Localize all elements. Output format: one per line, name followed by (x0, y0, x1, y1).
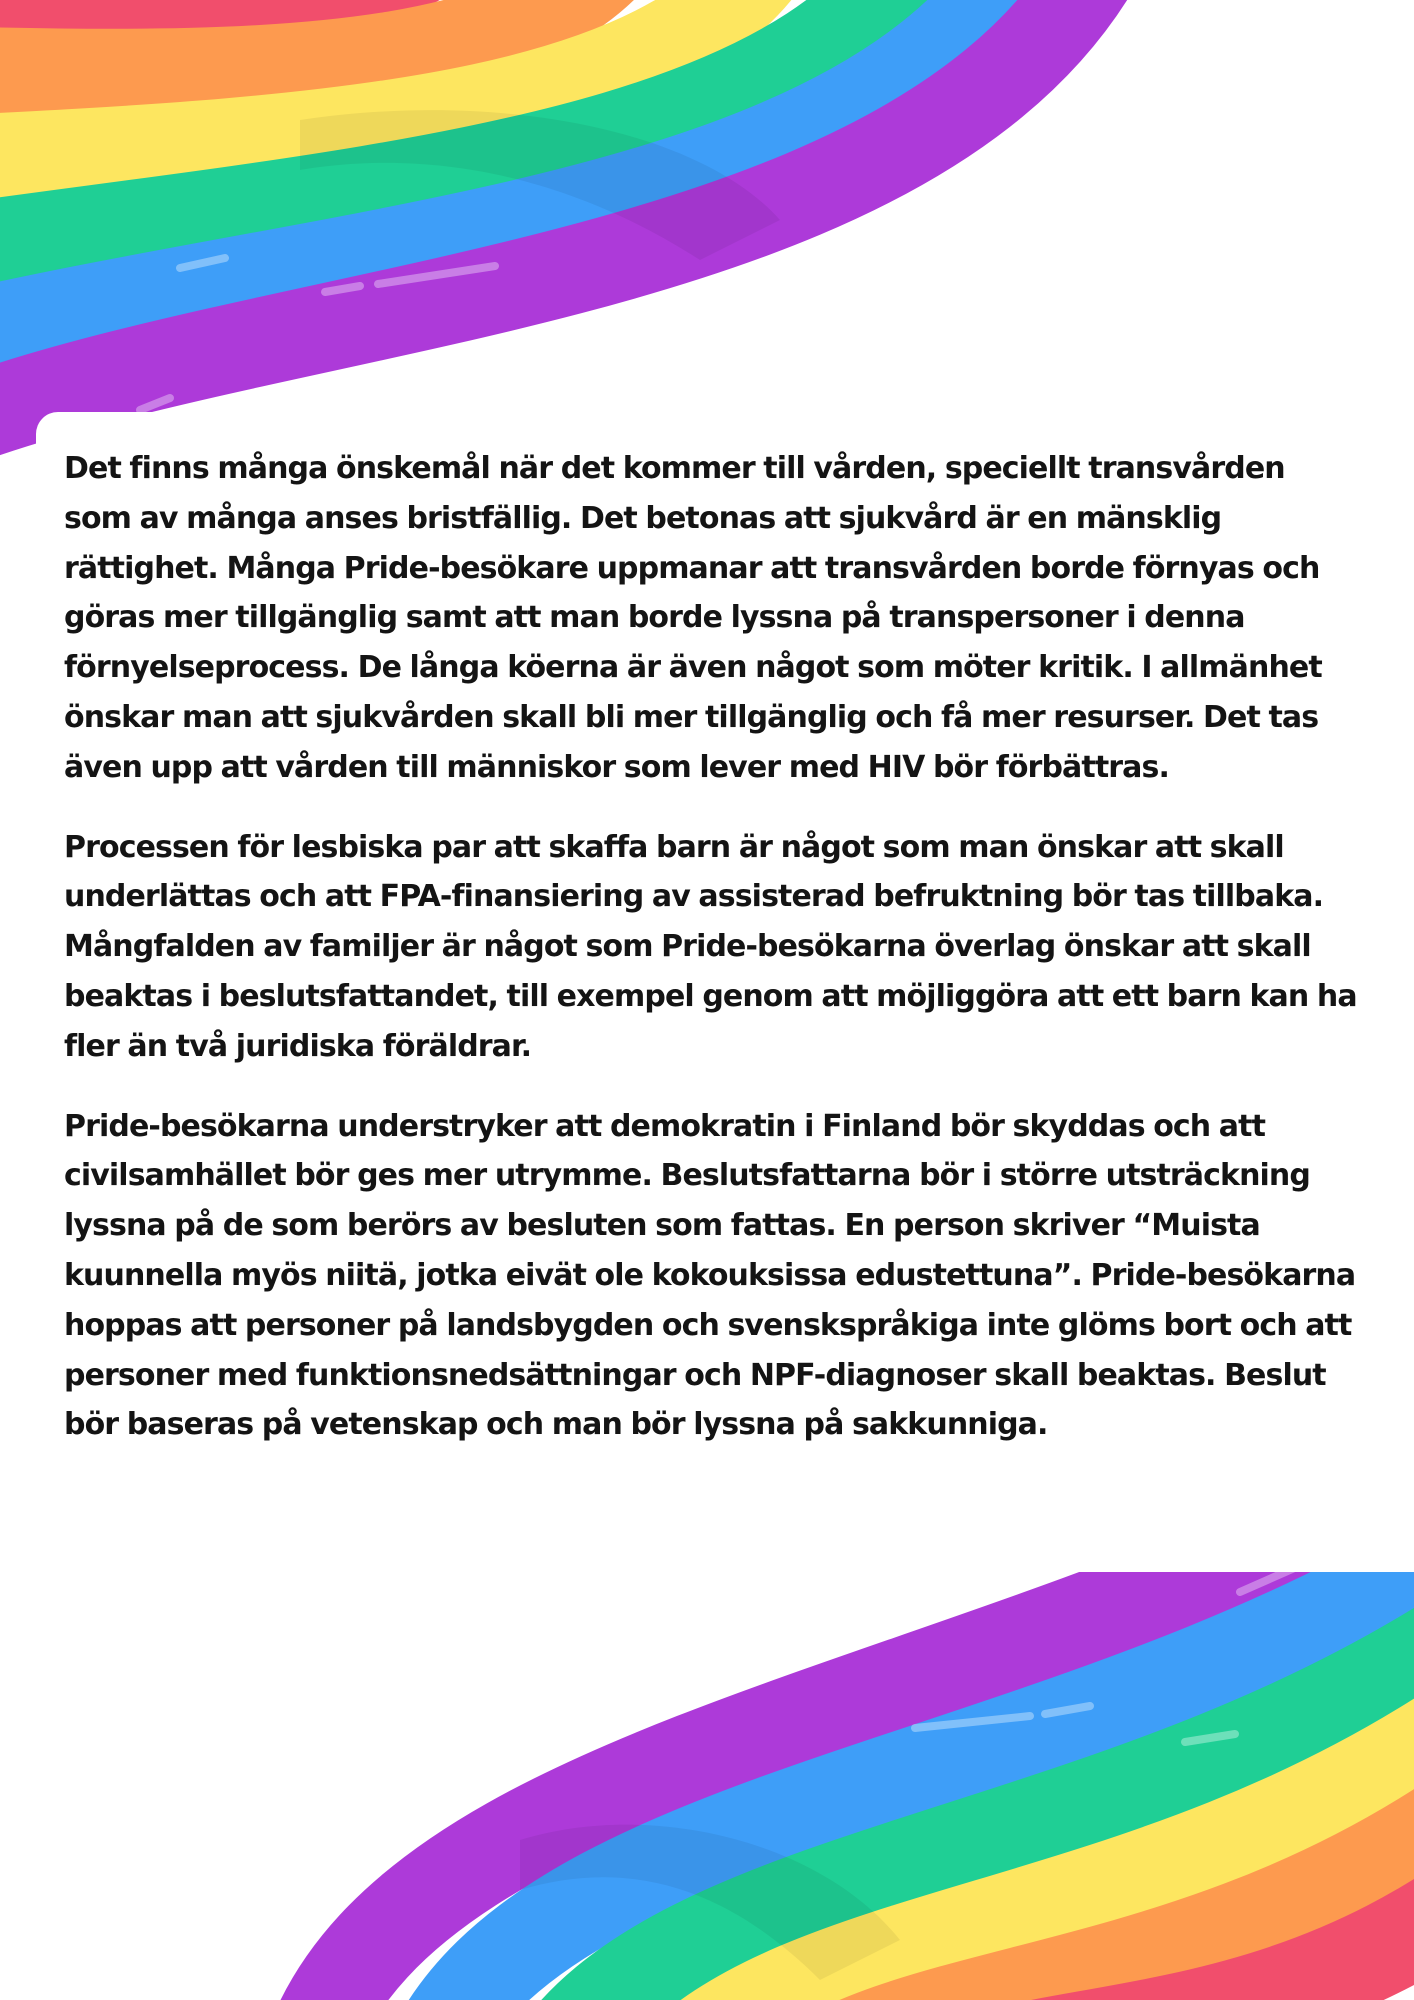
body-text (64, 444, 1360, 1480)
rainbow-stripes-top (0, 0, 1120, 430)
paragraph-democracy: Pride-besökarna understryker att demokratin i Finland bör skyddas och att civilsamhället bör ges mer utrymme. Beslutsfattarna bör i större utsträckning lyssna på de som berörs av besluten som fattas. En person skriver “Muista kuunnella myös niitä, jotka eivät ole kokouksissa edustettuna”. Pride-besökarna hoppas att personer på landsbygden och svenskspråkiga inte glöms bort och att personer med funktionsnedsättningar och NPF-diagnoser skall beaktas. Beslut bör baseras på vetenskap och man bör lyssna på sakkunniga. (64, 1108, 1356, 1443)
paragraph-healthcare: Det finns många önskemål när det kommer till vården, speciellt transvården som av många anses bristfällig. Det betonas att sjukvård är en mänsklig rättighet. Många Pride-besökare uppmanar att transvården borde förnyas och göras mer tillgänglig samt att man borde lyssna på transpersoner i denna förnyelseprocess. De långa köerna är även något som möter kritik. I allmänhet önskar man att sjukvården skall bli mer tillgänglig och få mer resurser. Det tas även upp att vården till människor som lever med HIV bör förbättras. (64, 451, 1322, 785)
paragraph-family: Processen för lesbiska par att skaffa barn är något som man önskar att skall underlättas och att FPA-finansiering av assisterad befruktning bör tas tillbaka. Mångfalden av familjer är något som Pride-besökarna överlag önskar att skall beaktas i beslutsfattandet, till exempel genom att möjliggöra att ett barn kan ha fler än två juridiska föräldrar. (64, 829, 1357, 1064)
rainbow-stripe-red (0, 0, 470, 1)
